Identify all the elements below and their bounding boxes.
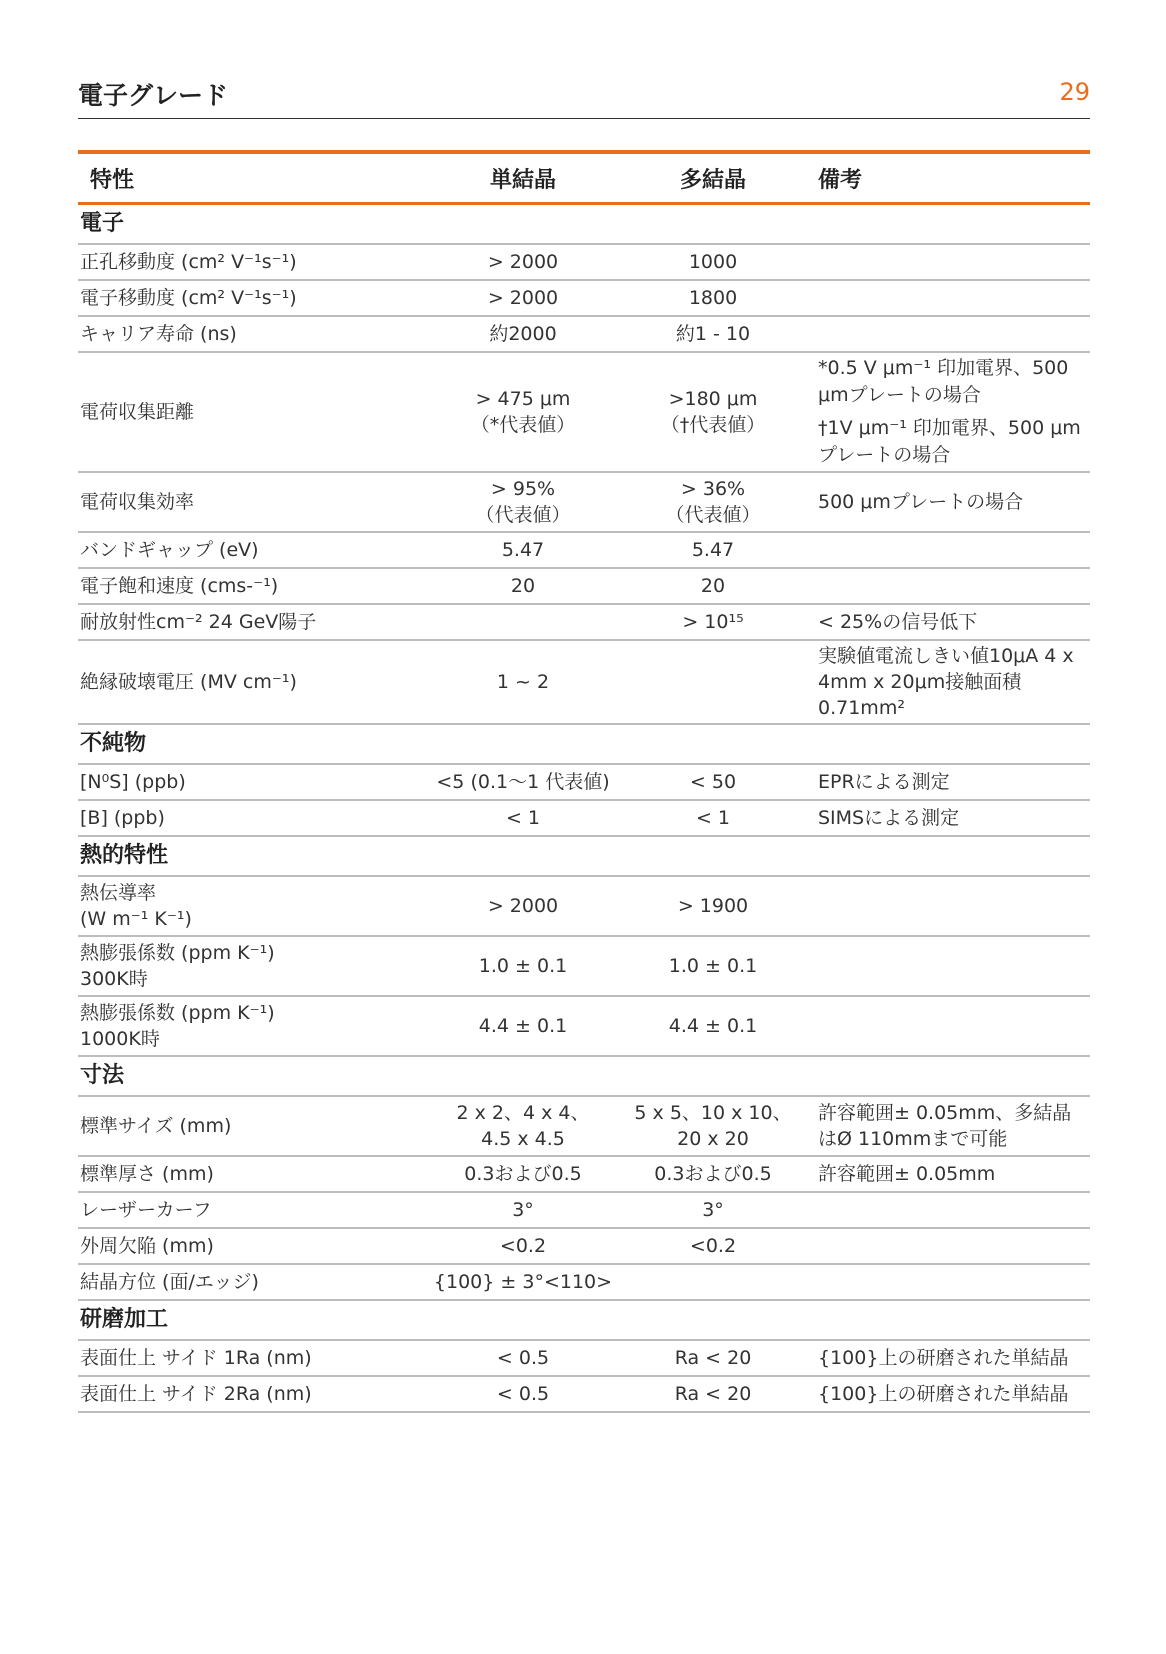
property-cell: 表面仕上 サイド 2Ra (nm) bbox=[78, 1376, 428, 1412]
polycrystal-cell: < 50 bbox=[618, 764, 808, 800]
table-row bbox=[78, 1096, 1090, 1156]
table-row bbox=[78, 640, 1090, 724]
polycrystal-cell: > 1900 bbox=[618, 876, 808, 936]
single-crystal-cell: 5.47 bbox=[428, 532, 618, 568]
table-row bbox=[78, 1376, 1090, 1412]
table-row bbox=[78, 764, 1090, 800]
single-crystal-cell: 3° bbox=[428, 1192, 618, 1228]
polycrystal-cell: > 36% （代表値） bbox=[618, 472, 808, 532]
single-crystal-cell: > 95% （代表値） bbox=[428, 472, 618, 532]
table-row bbox=[78, 1340, 1090, 1376]
section-title: 研磨加工 bbox=[78, 1300, 1090, 1340]
property-cell: [N⁰S] (ppb) bbox=[78, 764, 428, 800]
section-title: 寸法 bbox=[78, 1056, 1090, 1096]
notes-cell: EPRによる測定 bbox=[808, 764, 1090, 800]
table-row bbox=[78, 1264, 1090, 1300]
section-row bbox=[78, 836, 1090, 876]
table-row bbox=[78, 472, 1090, 532]
polycrystal-cell: 5 x 5、10 x 10、 20 x 20 bbox=[618, 1096, 808, 1156]
table-row bbox=[78, 280, 1090, 316]
spec-table bbox=[78, 150, 1090, 1413]
property-cell: 熱伝導率 (W m⁻¹ K⁻¹) bbox=[78, 876, 428, 936]
notes-cell bbox=[808, 532, 1090, 568]
table-row bbox=[78, 1228, 1090, 1264]
notes-cell bbox=[808, 244, 1090, 280]
polycrystal-cell: 1000 bbox=[618, 244, 808, 280]
note-line: †1V μm⁻¹ 印加電界、500 μmプレートの場合 bbox=[818, 417, 1081, 466]
section-row bbox=[78, 204, 1090, 245]
column-header-polycrystal: 多結晶 bbox=[618, 152, 808, 204]
notes-cell bbox=[808, 280, 1090, 316]
notes-cell bbox=[808, 316, 1090, 352]
table-row bbox=[78, 996, 1090, 1056]
property-cell: バンドギャップ (eV) bbox=[78, 532, 428, 568]
notes-cell: SIMSによる測定 bbox=[808, 800, 1090, 836]
polycrystal-cell: 1800 bbox=[618, 280, 808, 316]
notes-cell: {100}上の研磨された単結晶 bbox=[808, 1340, 1090, 1376]
notes-cell: 500 μmプレートの場合 bbox=[808, 472, 1090, 532]
single-crystal-cell: > 2000 bbox=[428, 280, 618, 316]
polycrystal-cell: > 10¹⁵ bbox=[618, 604, 808, 640]
polycrystal-cell: < 1 bbox=[618, 800, 808, 836]
notes-cell: 許容範囲± 0.05mm、多結晶はØ 110mmまで可能 bbox=[808, 1096, 1090, 1156]
notes-cell bbox=[808, 1264, 1090, 1300]
column-header-notes: 備考 bbox=[808, 152, 1090, 204]
single-crystal-cell: <0.2 bbox=[428, 1228, 618, 1264]
column-header-property: 特性 bbox=[78, 152, 428, 204]
single-crystal-cell: 0.3および0.5 bbox=[428, 1156, 618, 1192]
polycrystal-cell: 0.3および0.5 bbox=[618, 1156, 808, 1192]
notes-cell: 実験値電流しきい値10μA 4 x 4mm x 20μm接触面積0.71mm² bbox=[808, 640, 1090, 724]
column-header-single-crystal: 単結晶 bbox=[428, 152, 618, 204]
property-cell: 電荷収集距離 bbox=[78, 352, 428, 472]
property-cell: 電荷収集効率 bbox=[78, 472, 428, 532]
table-row bbox=[78, 1192, 1090, 1228]
single-crystal-cell: < 1 bbox=[428, 800, 618, 836]
property-cell: 表面仕上 サイド 1Ra (nm) bbox=[78, 1340, 428, 1376]
notes-cell bbox=[808, 936, 1090, 996]
single-crystal-cell: 4.4 ± 0.1 bbox=[428, 996, 618, 1056]
table-row bbox=[78, 568, 1090, 604]
page-title: 電子グレード bbox=[78, 81, 229, 110]
polycrystal-cell: 約1 - 10 bbox=[618, 316, 808, 352]
single-crystal-cell: 1 ~ 2 bbox=[428, 640, 618, 724]
notes-cell: 許容範囲± 0.05mm bbox=[808, 1156, 1090, 1192]
notes-cell bbox=[808, 1228, 1090, 1264]
notes-cell bbox=[808, 352, 1090, 472]
single-crystal-cell: < 0.5 bbox=[428, 1376, 618, 1412]
single-crystal-cell: 20 bbox=[428, 568, 618, 604]
polycrystal-cell: 20 bbox=[618, 568, 808, 604]
table-row bbox=[78, 244, 1090, 280]
property-cell: 電子移動度 (cm² V⁻¹s⁻¹) bbox=[78, 280, 428, 316]
table-header-row bbox=[78, 152, 1090, 204]
notes-cell: {100}上の研磨された単結晶 bbox=[808, 1376, 1090, 1412]
property-cell: [B] (ppb) bbox=[78, 800, 428, 836]
section-title: 電子 bbox=[78, 204, 1090, 245]
single-crystal-cell: > 475 μm （*代表値） bbox=[428, 352, 618, 472]
notes-cell bbox=[808, 876, 1090, 936]
note-line: *0.5 V μm⁻¹ 印加電界、500 μmプレートの場合 bbox=[818, 357, 1069, 406]
single-crystal-cell: > 2000 bbox=[428, 244, 618, 280]
property-cell: 外周欠陥 (mm) bbox=[78, 1228, 428, 1264]
polycrystal-cell: >180 μm （†代表値） bbox=[618, 352, 808, 472]
table-row bbox=[78, 532, 1090, 568]
table-row bbox=[78, 936, 1090, 996]
single-crystal-cell: <5 (0.1～1 代表値) bbox=[428, 764, 618, 800]
property-cell: 標準サイズ (mm) bbox=[78, 1096, 428, 1156]
polycrystal-cell: 1.0 ± 0.1 bbox=[618, 936, 808, 996]
polycrystal-cell: 5.47 bbox=[618, 532, 808, 568]
property-cell: 正孔移動度 (cm² V⁻¹s⁻¹) bbox=[78, 244, 428, 280]
polycrystal-cell: <0.2 bbox=[618, 1228, 808, 1264]
polycrystal-cell: 4.4 ± 0.1 bbox=[618, 996, 808, 1056]
single-crystal-cell: < 0.5 bbox=[428, 1340, 618, 1376]
property-cell: 絶縁破壊電圧 (MV cm⁻¹) bbox=[78, 640, 428, 724]
table-row bbox=[78, 1156, 1090, 1192]
table-row bbox=[78, 604, 1090, 640]
property-cell: 熱膨張係数 (ppm K⁻¹) 1000K時 bbox=[78, 996, 428, 1056]
property-cell: 電子飽和速度 (cms-⁻¹) bbox=[78, 568, 428, 604]
single-crystal-cell: {100} ± 3°<110> bbox=[428, 1264, 618, 1300]
section-title: 熱的特性 bbox=[78, 836, 1090, 876]
property-cell: キャリア寿命 (ns) bbox=[78, 316, 428, 352]
property-cell: 結晶方位 (面/エッジ) bbox=[78, 1264, 428, 1300]
table-row bbox=[78, 316, 1090, 352]
polycrystal-cell bbox=[618, 1264, 808, 1300]
property-cell: レーザーカーフ bbox=[78, 1192, 428, 1228]
section-row bbox=[78, 724, 1090, 764]
page-header bbox=[78, 72, 1090, 119]
notes-cell bbox=[808, 1192, 1090, 1228]
property-cell: 標準厚さ (mm) bbox=[78, 1156, 428, 1192]
property-cell: 熱膨張係数 (ppm K⁻¹) 300K時 bbox=[78, 936, 428, 996]
single-crystal-cell bbox=[428, 604, 618, 640]
table-row bbox=[78, 876, 1090, 936]
polycrystal-cell bbox=[618, 640, 808, 724]
polycrystal-cell: Ra < 20 bbox=[618, 1376, 808, 1412]
single-crystal-cell: 約2000 bbox=[428, 316, 618, 352]
single-crystal-cell: > 2000 bbox=[428, 876, 618, 936]
table-row bbox=[78, 800, 1090, 836]
notes-cell: < 25%の信号低下 bbox=[808, 604, 1090, 640]
page-number: 29 bbox=[1059, 78, 1090, 106]
section-row bbox=[78, 1300, 1090, 1340]
notes-cell bbox=[808, 568, 1090, 604]
notes-cell bbox=[808, 996, 1090, 1056]
polycrystal-cell: Ra < 20 bbox=[618, 1340, 808, 1376]
section-row bbox=[78, 1056, 1090, 1096]
single-crystal-cell: 2 x 2、4 x 4、 4.5 x 4.5 bbox=[428, 1096, 618, 1156]
property-cell: 耐放射性cm⁻² 24 GeV陽子 bbox=[78, 604, 428, 640]
polycrystal-cell: 3° bbox=[618, 1192, 808, 1228]
section-title: 不純物 bbox=[78, 724, 1090, 764]
table-row bbox=[78, 352, 1090, 472]
single-crystal-cell: 1.0 ± 0.1 bbox=[428, 936, 618, 996]
